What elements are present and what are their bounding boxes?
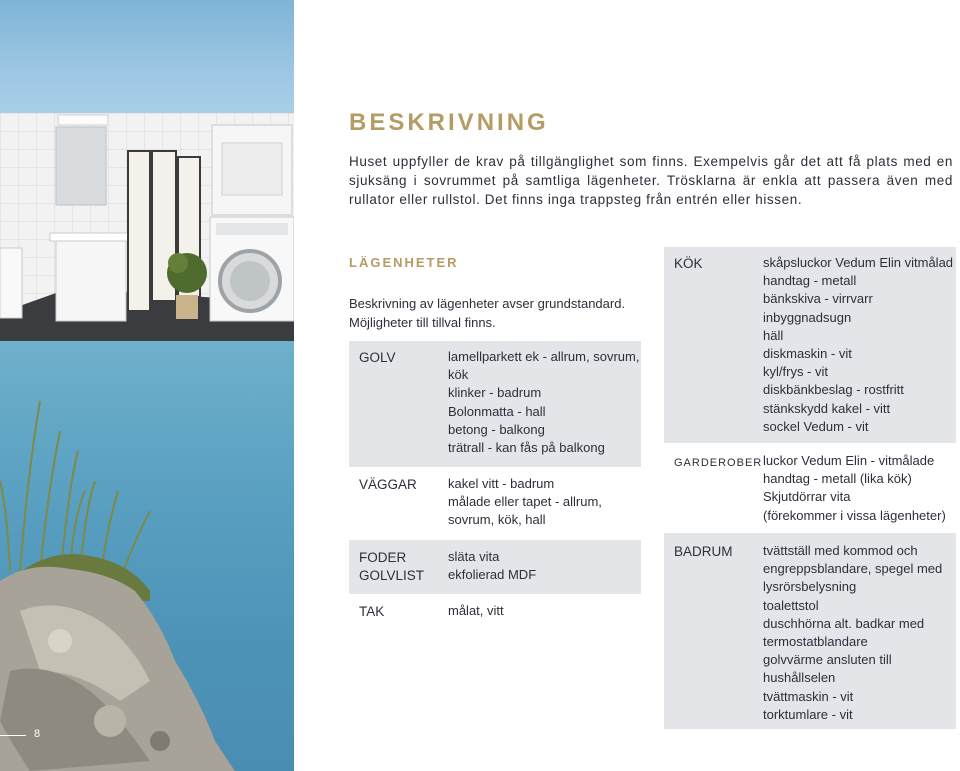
spec-value: målade eller tapet - allrum,	[448, 494, 602, 510]
spec-values-golv	[448, 348, 639, 457]
photo-column	[0, 0, 294, 771]
spec-value: Skjutdörrar vita	[763, 489, 851, 505]
spec-values-garderober	[763, 452, 946, 525]
spec-value: sockel Vedum - vit	[763, 418, 869, 434]
spec-value: kakel vitt - badrum	[448, 476, 555, 491]
spec-label-vaggar: VÄGGAR	[359, 477, 417, 492]
spec-label-garderober: GARDEROBER	[674, 457, 763, 469]
spec-value: engreppsblandare, spegel med	[763, 561, 943, 577]
intro-paragraph: Huset uppfyller de krav på tillgänglighet som finns. Exempelvis går det att få plats med en sjuksäng i sovrummet på samtliga lägenheter. Trösklarna är enkla att passera även med rullator eller rullstol. Det finns inga trappsteg från entrén eller hissen.	[349, 154, 953, 207]
spec-value: klinker - badrum	[448, 385, 542, 401]
spec-value: termostatblandare	[763, 634, 868, 650]
spec-value: släta vita	[448, 549, 500, 564]
page-title: BESKRIVNING	[349, 109, 549, 136]
spec-value: tvättmaskin - vit	[763, 688, 854, 704]
spec-value: handtag - metall (lika kök)	[763, 471, 912, 487]
spec-label-badrum: BADRUM	[674, 544, 733, 559]
spec-value: kök	[448, 367, 469, 383]
spec-value: tvättställ med kommod och	[763, 543, 918, 558]
spec-value: sovrum, kök, hall	[448, 512, 546, 528]
spec-label-golvlist: GOLVLIST	[359, 568, 425, 583]
spec-value: betong - balkong	[448, 421, 545, 437]
section-description: Beskrivning av lägenheter avser grundstandard. Möjligheter till tillval finns.	[349, 296, 626, 330]
section-title: LÄGENHETER	[349, 255, 459, 270]
spec-value: skåpsluckor Vedum Elin vitmålad	[763, 255, 954, 270]
spec-value: trätrall - kan fås på balkong	[448, 440, 605, 456]
spec-value: luckor Vedum Elin - vitmålade	[763, 453, 935, 468]
spec-values-tak	[448, 602, 504, 620]
spec-values-badrum	[763, 542, 942, 724]
spec-value: inbyggnadsugn	[763, 309, 852, 325]
spec-value: hushållselen	[763, 670, 836, 686]
spec-value: toalettstol	[763, 597, 819, 613]
spec-value: bänkskiva - virrvarr	[763, 291, 873, 307]
spec-values-vaggar	[448, 475, 602, 530]
spec-value: diskmaskin - vit	[763, 346, 852, 362]
spec-value: lysrörsbelysning	[763, 579, 857, 595]
spec-label-golv: GOLV	[359, 350, 396, 365]
spec-value: (förekommer i vissa lägenheter)	[763, 507, 946, 523]
spec-label-foder: FODER	[359, 550, 407, 565]
spec-value: handtag - metall	[763, 273, 857, 289]
spec-label-tak: TAK	[359, 604, 385, 619]
spec-value: duschhörna alt. badkar med	[763, 615, 925, 631]
spec-value: diskbänkbeslag - rostfritt	[763, 382, 904, 398]
spec-value: kyl/frys - vit	[763, 364, 828, 380]
spec-values-foder	[448, 548, 536, 584]
spec-label-kok: KÖK	[674, 256, 703, 271]
spec-value: stänkskydd kakel - vitt	[763, 400, 891, 416]
spec-value: lamellparkett ek - allrum, sovrum,	[448, 349, 640, 364]
page-number: 8	[34, 728, 41, 740]
page-number-rule	[0, 735, 26, 736]
spec-value: golvvärme ansluten till	[763, 652, 892, 668]
spec-value: ekfolierad MDF	[448, 567, 537, 583]
spec-value: målat, vitt	[448, 603, 504, 618]
sea-cliff-photo	[0, 341, 294, 771]
spec-values-kok	[763, 254, 953, 436]
sky-photo	[0, 0, 294, 113]
bathroom-photo	[0, 113, 294, 341]
spec-value: häll	[763, 327, 784, 343]
spec-value: torktumlare - vit	[763, 706, 853, 722]
spec-value: Bolonmatta - hall	[448, 403, 546, 419]
